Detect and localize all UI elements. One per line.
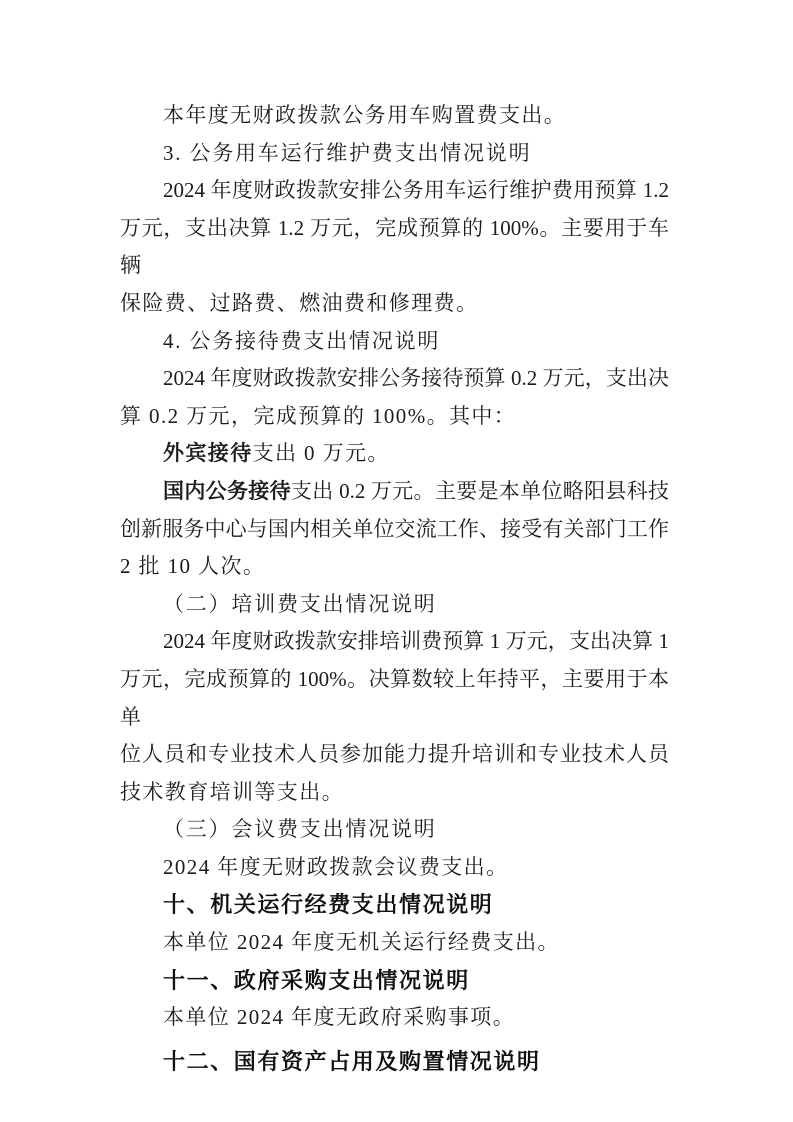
para-training-line4: 技术教育培训等支出。 <box>120 779 344 804</box>
heading-12-state-assets: 十二、国有资产占用及购置情况说明 <box>163 1048 541 1074</box>
heading-4-official-reception: 4. 公务接待费支出情况说明 <box>163 328 441 353</box>
para-domestic-reception-line3: 2 批 10 人次。 <box>120 554 266 579</box>
para-vehicle-maintenance-line3: 保险费、过路费、燃油费和修理费。 <box>120 290 479 315</box>
document-content <box>120 97 669 1080</box>
heading-3-vehicle-maintenance: 3. 公务用车运行维护费支出情况说明 <box>163 140 532 165</box>
para-vehicle-maintenance-line2: 万元，支出决算 1.2 万元，完成预算的 100%。主要用于车辆 <box>120 215 669 278</box>
heading-training-fee: （二）培训费支出情况说明 <box>163 591 437 616</box>
heading-meeting-fee: （三）会议费支出情况说明 <box>163 817 437 842</box>
para-domestic-reception-line1: 国内公务接待支出 0.2 万元。主要是本单位略阳县科技 <box>163 478 670 503</box>
para-training-line3: 位人员和专业技术人员参加能力提升培训和专业技术人员 <box>120 742 669 767</box>
para-no-vehicle-purchase: 本年度无财政拨款公务用车购置费支出。 <box>163 103 567 127</box>
para-foreign-reception: 外宾接待支出 0 万元。 <box>163 441 390 466</box>
para-meeting-fee: 2024 年度无财政拨款会议费支出。 <box>163 854 509 879</box>
para-domestic-reception-line2: 创新服务中心与国内相关单位交流工作、接受有关部门工作 <box>120 516 669 541</box>
heading-10-operation-expense: 十、机关运行经费支出情况说明 <box>163 892 494 918</box>
bold-run: 国内公务接待 <box>163 478 291 503</box>
para-operation-expense: 本单位 2024 年度无机关运行经费支出。 <box>163 930 560 955</box>
para-vehicle-maintenance-line1: 2024 年度财政拨款安排公务用车运行维护费用预算 1.2 <box>163 178 669 203</box>
para-reception-line1: 2024 年度财政拨款安排公务接待预算 0.2 万元，支出决 <box>163 366 669 391</box>
para-training-line2: 万元，完成预算的 100%。决算数较上年持平，主要用于本单 <box>120 666 669 729</box>
heading-11-gov-procurement: 十一、政府采购支出情况说明 <box>163 967 470 993</box>
para-reception-line2: 算 0.2 万元，完成预算的 100%。其中： <box>120 403 517 428</box>
para-training-line1: 2024 年度财政拨款安排培训费预算 1 万元，支出决算 1 <box>163 629 669 654</box>
para-gov-procurement: 本单位 2024 年度无政府采购事项。 <box>163 1005 516 1030</box>
bold-run: 外宾接待 <box>163 441 253 466</box>
